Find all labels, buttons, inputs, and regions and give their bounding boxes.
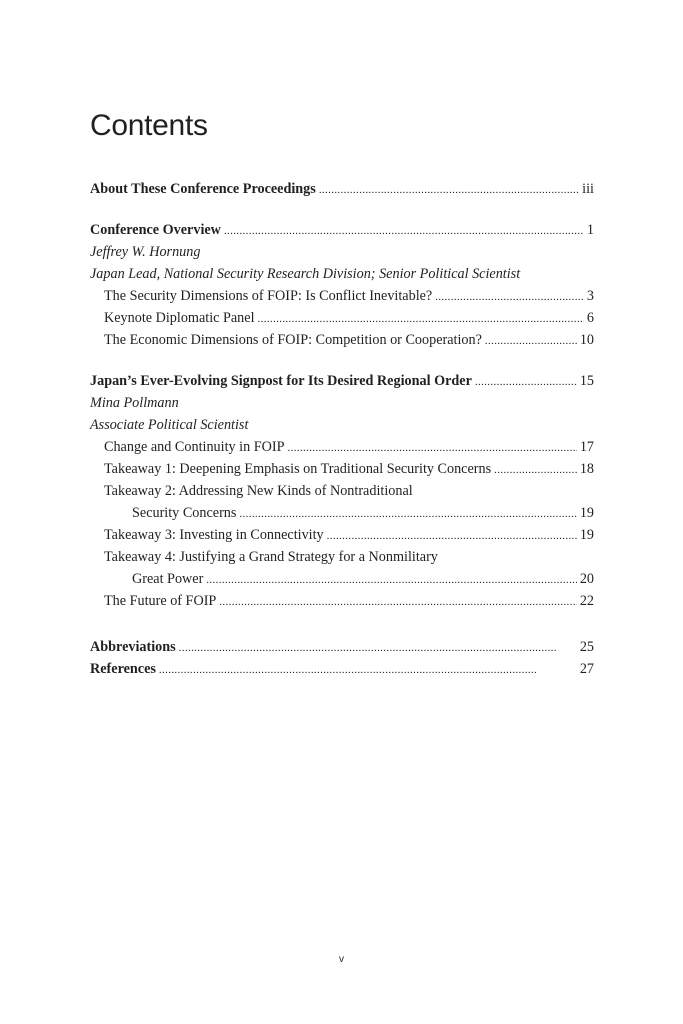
dot-leader <box>206 569 577 591</box>
toc-subentry[interactable] <box>90 285 594 307</box>
toc-author-name <box>90 241 594 263</box>
toc-page-number: iii <box>582 181 594 197</box>
toc-page-number: 6 <box>586 310 594 326</box>
toc-entry-abbreviations[interactable] <box>90 636 594 658</box>
dot-leader <box>239 503 576 525</box>
dot-leader <box>485 330 577 352</box>
page-folio: v <box>339 954 344 965</box>
toc-subentry-first-line[interactable] <box>90 480 594 502</box>
dot-leader <box>179 637 577 659</box>
author-role: Japan Lead, National Security Research Division; Senior Political Scientist <box>90 266 521 282</box>
toc-entry-conference-overview[interactable] <box>90 219 594 241</box>
toc-subentry[interactable] <box>90 458 594 480</box>
author-name: Mina Pollmann <box>90 395 179 411</box>
toc-subentry-continuation[interactable] <box>90 502 594 524</box>
toc-entry-label: Takeaway 3: Investing in Connectivity <box>104 527 324 543</box>
toc-page-number: 17 <box>579 439 594 455</box>
toc-subentry-first-line[interactable] <box>90 546 594 568</box>
toc-subentry[interactable] <box>90 307 594 329</box>
page-title: Contents <box>90 109 208 142</box>
toc-entry-label: References <box>90 661 156 677</box>
toc-subentry[interactable] <box>90 329 594 351</box>
toc-page-number: 3 <box>586 288 594 304</box>
dot-leader <box>219 591 577 613</box>
toc-entry-signpost[interactable] <box>90 370 594 392</box>
toc-entry-label-continuation: Great Power <box>132 571 204 587</box>
table-of-contents <box>90 178 594 680</box>
toc-subentry[interactable] <box>90 524 594 546</box>
toc-subentry[interactable] <box>90 590 594 612</box>
toc-author-role <box>90 414 594 436</box>
toc-entry-label: About These Conference Proceedings <box>90 181 316 197</box>
toc-entry-label: The Security Dimensions of FOIP: Is Conflict Inevitable? <box>104 288 433 304</box>
toc-entry-label: Takeaway 1: Deepening Emphasis on Traditional Security Concerns <box>104 461 492 477</box>
toc-entry-label: Conference Overview <box>90 222 221 238</box>
toc-subentry-continuation[interactable] <box>90 568 594 590</box>
toc-entry-label: The Economic Dimensions of FOIP: Competition or Cooperation? <box>104 332 482 348</box>
dot-leader <box>435 286 584 308</box>
toc-entry-about[interactable] <box>90 178 594 200</box>
toc-page-number: 25 <box>579 639 594 655</box>
toc-page-number: 18 <box>579 461 594 477</box>
author-name: Jeffrey W. Hornung <box>90 244 201 260</box>
toc-page-number: 15 <box>579 373 594 389</box>
dot-leader <box>475 371 577 393</box>
dot-leader <box>319 179 579 201</box>
toc-entry-label: Change and Continuity in FOIP <box>104 439 285 455</box>
toc-page-number: 22 <box>579 593 594 609</box>
dot-leader <box>159 659 577 681</box>
toc-entry-label: Abbreviations <box>90 639 176 655</box>
toc-page-number: 1 <box>586 222 594 238</box>
toc-entry-label: Takeaway 4: Justifying a Grand Strategy for a Nonmilitary <box>104 549 438 565</box>
toc-entry-label-continuation: Security Concerns <box>132 505 237 521</box>
toc-page-number: 10 <box>579 332 594 348</box>
author-role: Associate Political Scientist <box>90 417 249 433</box>
toc-entry-label: Takeaway 2: Addressing New Kinds of Nontraditional <box>104 483 413 499</box>
dot-leader <box>258 308 584 330</box>
toc-page-number: 27 <box>579 661 594 677</box>
toc-entry-label: The Future of FOIP <box>104 593 217 609</box>
toc-entry-references[interactable] <box>90 658 594 680</box>
toc-author-name <box>90 392 594 414</box>
toc-page-number: 19 <box>579 505 594 521</box>
toc-page-number: 19 <box>579 527 594 543</box>
toc-subentry[interactable] <box>90 436 594 458</box>
dot-leader <box>494 459 577 481</box>
dot-leader <box>327 525 577 547</box>
dot-leader <box>288 437 577 459</box>
dot-leader <box>224 220 584 242</box>
toc-page-number: 20 <box>579 571 594 587</box>
toc-entry-label: Keynote Diplomatic Panel <box>104 310 255 326</box>
toc-author-role <box>90 263 594 285</box>
toc-entry-label: Japan’s Ever-Evolving Signpost for Its Desired Regional Order <box>90 373 472 389</box>
